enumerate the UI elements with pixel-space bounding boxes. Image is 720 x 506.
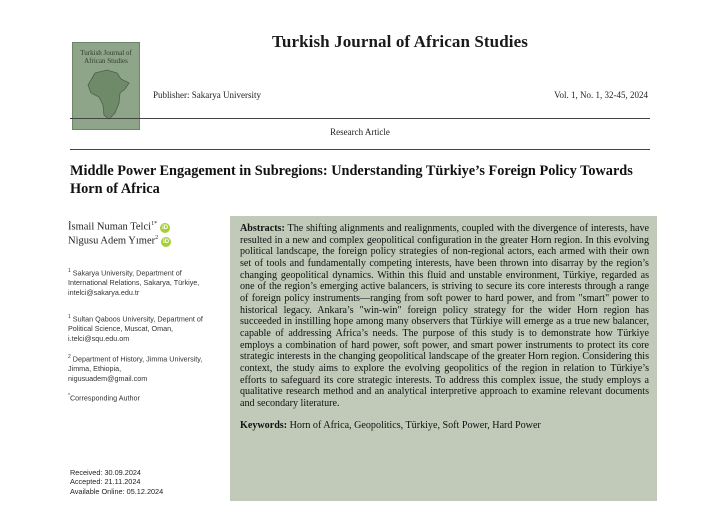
- volume-info: Vol. 1, No. 1, 32-45, 2024: [554, 90, 648, 100]
- affiliation-text: Sakarya University, Department of International Relations, Sakarya, Türkiye,: [68, 268, 200, 287]
- affiliation-email[interactable]: nigusuadem@gmail.com: [68, 373, 148, 383]
- affiliation-text: Sultan Qaboos University, Department of Political Science, Muscat, Oman,: [68, 314, 203, 333]
- corresponding-mark: *: [68, 393, 70, 399]
- journal-name: Turkish Journal of African Studies: [272, 32, 528, 51]
- keywords: [240, 420, 649, 432]
- affiliation-text: Department of History, Jimma University, Jimma, Ethiopia,: [68, 354, 203, 373]
- divider-bottom: [70, 149, 650, 150]
- article-title: Middle Power Engagement in Subregions: Understanding Türkiye’s Foreign Policy Towards Horn of Africa: [70, 163, 633, 197]
- publisher: Publisher: Sakarya University: [153, 90, 261, 100]
- keywords-list: Horn of Africa, Geopolitics, Türkiye, Soft Power, Hard Power: [289, 419, 541, 431]
- affiliation-email[interactable]: i.telci@squ.edu.om: [68, 333, 130, 343]
- corresponding-text: Corresponding Author: [69, 393, 140, 403]
- abstract-label: Abstracts:: [240, 223, 285, 234]
- author-marks: 2: [155, 235, 159, 241]
- affiliation-mark: 1: [68, 314, 71, 320]
- affiliation-mark: 1: [68, 268, 71, 274]
- author-marks: 1*: [151, 221, 158, 227]
- cover-title: Turkish Journal of African Studies: [80, 49, 132, 65]
- affiliation-1: [68, 267, 218, 297]
- orcid-icon[interactable]: iD: [163, 238, 170, 245]
- author-name: İsmail Numan Telci: [68, 221, 152, 233]
- divider-top: [70, 118, 650, 119]
- abstract-box: [230, 216, 657, 501]
- corresponding-author: [68, 392, 218, 403]
- abstract: [240, 223, 649, 410]
- affiliation-3: [68, 353, 218, 383]
- online-date: Available Online: 05.12.2024: [70, 486, 164, 496]
- author-name: Nigusu Adem Yımer: [68, 235, 156, 247]
- accepted-date: Accepted: 21.11.2024: [70, 477, 141, 487]
- received-date: Received: 30.09.2024: [70, 468, 141, 477]
- affiliation-email[interactable]: intelci@sakarya.edu.tr: [68, 287, 140, 297]
- abstract-text: The shifting alignments and realignments, coupled with the divergence of interests, have resulted in a new and complex geopolitical configuration in the greater Horn region. In this evolving political landscape, the foreign policy strategies of non-regional actors, each armed with their own set of tools and fundamentally competing interests, have been thrown into disarray by the region’s changing geopolitical dynamics. Within this fluid and unstable environment, Türkiye, regarded as one of the region’s emerging active balancers, is striving to secure its core interests through a range of foreign policy instruments—ranging from soft power to hard power, and from "smart" power to historical legacy. Ankara’s "win-win" foreign policy strategy for the wider Horn region has succeeded in instilling hope among many observers that Türkiye will emerge as a true new balancer, capable of addressing Africa’s needs. The purpose of this study is to demonstrate how Türkiye employs a combination of hard power, soft power, and smart power instruments to protect its core strategic interests in the changing geopolitical landscape of the greater Horn region. Considering this context, the study aims to explore the evolving geopolitics of the region in relation to Türkiye’s efforts to safeguard its core strategic interests. To address this complex issue, the study employs a qualitative research method and an analytical interpretive approach to examine relevant documents and secondary literature.: [240, 223, 650, 409]
- affiliation-2: [68, 313, 218, 343]
- author-1: [68, 221, 170, 233]
- article-dates: [70, 468, 163, 496]
- author-2: [68, 235, 171, 247]
- journal-cover-image: [72, 42, 140, 130]
- article-type: Research Article: [330, 127, 390, 137]
- orcid-icon[interactable]: iD: [162, 224, 169, 231]
- keywords-label: Keywords:: [240, 419, 288, 431]
- affiliation-mark: 2: [68, 354, 71, 360]
